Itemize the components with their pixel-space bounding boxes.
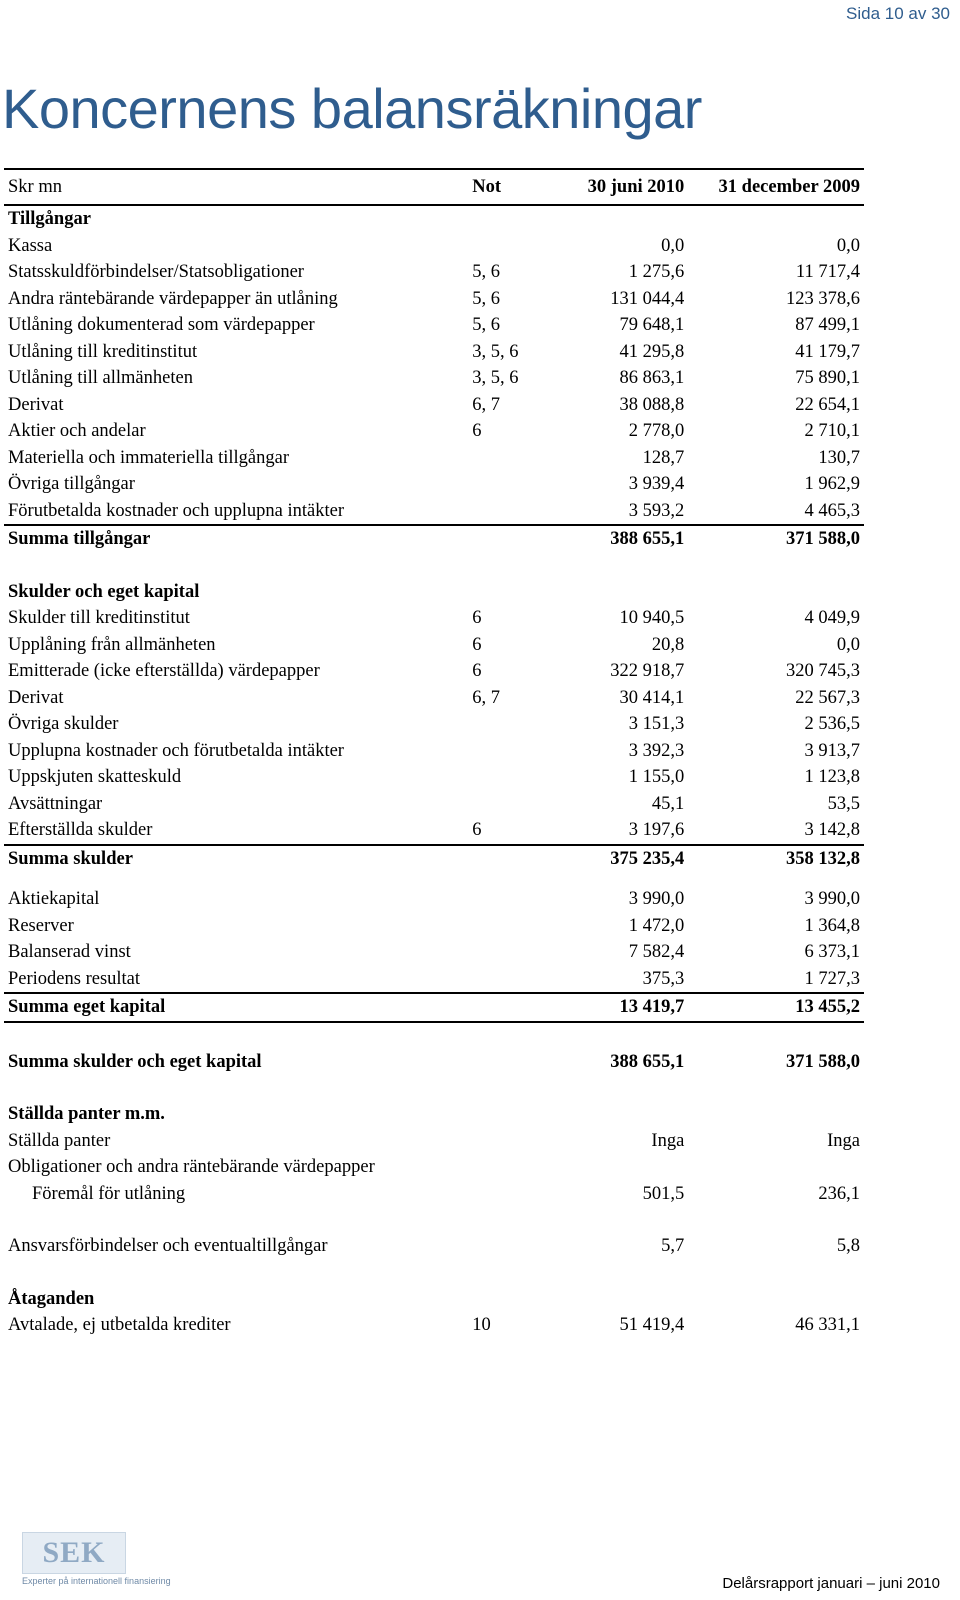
row-note	[468, 498, 551, 526]
row-note: 6	[472, 421, 482, 442]
row-value-1: 322 918,7	[610, 661, 685, 682]
row-value-1: 7 582,4	[628, 942, 685, 963]
spacer	[4, 1260, 864, 1286]
balance-sheet-table	[4, 168, 864, 1339]
row-value-1: 3 392,3	[628, 740, 685, 761]
row-label: Uppskjuten skatteskuld	[8, 767, 182, 788]
table-row	[4, 791, 864, 818]
section-title: Åtaganden	[8, 1288, 95, 1309]
table-header-row	[4, 169, 864, 205]
grand-total-value-2: 371 588,0	[786, 1051, 860, 1072]
table-row	[4, 286, 864, 313]
row-label: Förutbetalda kostnader och upplupna intäkter	[8, 500, 344, 521]
row-value-2: 0,0	[836, 634, 860, 655]
row-note	[468, 711, 551, 738]
row-label: Reserver	[8, 915, 74, 936]
row-value-1: 1 472,0	[628, 915, 685, 936]
table-row	[4, 738, 864, 765]
row-value-1: 501,5	[642, 1183, 685, 1204]
row-value-2: 236,1	[818, 1183, 860, 1204]
row-value-2: 3 913,7	[804, 740, 860, 761]
row-note: 6	[472, 661, 482, 682]
row-note	[468, 1233, 551, 1260]
row-value-1: 20,8	[651, 634, 685, 655]
row-label: Andra räntebärande värdepapper än utlåning	[8, 288, 338, 309]
row-value-1: 3 990,0	[628, 889, 685, 910]
row-label: Föremål för utlåning	[32, 1183, 186, 1204]
total-value-2: 13 455,2	[688, 993, 864, 1022]
section-title: Skulder och eget kapital	[8, 581, 200, 602]
row-value-1: 79 648,1	[619, 315, 685, 336]
row-label: Ansvarsförbindelser och eventualtillgångar	[8, 1236, 328, 1257]
row-value-2: 3 142,8	[804, 820, 860, 841]
row-note: 6	[472, 820, 482, 841]
table-row	[4, 685, 864, 712]
sek-logo-mark: SEK	[22, 1532, 126, 1574]
row-label: Aktier och andelar	[8, 421, 146, 442]
table-row	[4, 445, 864, 472]
row-note	[468, 939, 551, 966]
row-value-1: 3 593,2	[628, 500, 685, 521]
table-row	[4, 886, 864, 913]
section-heading-pledged	[4, 1101, 864, 1128]
row-label: Avsättningar	[8, 793, 103, 814]
row-label: Aktiekapital	[8, 889, 100, 910]
row-label: Obligationer och andra räntebärande värdepapper	[8, 1157, 375, 1178]
row-value-1: Inga	[651, 1130, 685, 1151]
row-note	[468, 738, 551, 765]
row-value-1: 41 295,8	[619, 341, 685, 362]
row-value-1: 5,7	[661, 1236, 685, 1257]
row-value-1: 128,7	[642, 447, 685, 468]
spacer	[4, 553, 864, 579]
row-note	[468, 445, 551, 472]
header-currency: Skr mn	[4, 169, 468, 205]
table-row	[4, 658, 864, 685]
row-value-2: 4 049,9	[804, 608, 860, 629]
section-heading-assets	[4, 205, 864, 233]
row-value-2: Inga	[827, 1130, 860, 1151]
table-row	[4, 471, 864, 498]
table-row	[4, 312, 864, 339]
row-value-1: 3 151,3	[628, 714, 685, 735]
row-note: 3, 5, 6	[472, 368, 519, 389]
total-row-assets	[4, 525, 864, 553]
row-note	[468, 1128, 551, 1155]
row-value-1: 51 419,4	[619, 1315, 685, 1336]
row-label: Derivat	[8, 394, 64, 415]
total-value-2: 371 588,0	[688, 525, 864, 553]
row-value-1: 38 088,8	[619, 394, 685, 415]
row-value-1: 1 275,6	[628, 262, 685, 283]
section-title: Tillgångar	[8, 209, 91, 230]
row-label: Upplåning från allmänheten	[8, 634, 216, 655]
table-row	[4, 966, 864, 994]
row-value-1: 131 044,4	[610, 288, 685, 309]
sek-logo	[22, 1532, 171, 1586]
row-value-1: 2 778,0	[628, 421, 685, 442]
row-value-1: 30 414,1	[619, 687, 685, 708]
row-label: Övriga tillgångar	[8, 474, 135, 495]
row-value-2: 87 499,1	[795, 315, 860, 336]
table-row	[4, 1233, 864, 1260]
row-value-2: 1 727,3	[804, 968, 860, 989]
table-row	[4, 233, 864, 260]
table-row	[4, 1154, 864, 1181]
total-note	[468, 845, 551, 873]
row-value-2: 41 179,7	[795, 341, 860, 362]
row-value-2: 0,0	[836, 235, 860, 256]
table-row	[4, 1312, 864, 1339]
table-row	[4, 939, 864, 966]
table-row	[4, 1128, 864, 1155]
section-heading-liabilities	[4, 579, 864, 606]
footer-report-title: Delårsrapport januari – juni 2010	[722, 1575, 940, 1592]
row-note: 3, 5, 6	[472, 341, 519, 362]
row-label: Statsskuldförbindelser/Statsobligationer	[8, 262, 304, 283]
row-value-1: 375,3	[642, 968, 685, 989]
grand-total-note	[468, 1049, 551, 1076]
table-row	[4, 259, 864, 286]
table-row	[4, 913, 864, 940]
row-value-2: 2 536,5	[804, 714, 860, 735]
sek-logo-tagline: Experter på internationell finansiering	[22, 1576, 171, 1586]
row-value-2: 6 373,1	[804, 942, 860, 963]
row-label: Skulder till kreditinstitut	[8, 608, 190, 629]
grand-total-label: Summa skulder och eget kapital	[8, 1051, 262, 1072]
total-label: Summa skulder	[4, 845, 468, 873]
row-label: Utlåning dokumenterad som värdepapper	[8, 315, 315, 336]
row-label: Materiella och immateriella tillgångar	[8, 447, 289, 468]
row-value-1: 0,0	[661, 235, 685, 256]
spacer	[4, 872, 864, 886]
row-value-2: 22 654,1	[795, 394, 860, 415]
row-value-2: 11 717,4	[795, 262, 860, 283]
grand-total-row	[4, 1049, 864, 1076]
row-note	[468, 471, 551, 498]
table-row	[4, 498, 864, 526]
total-label: Summa tillgångar	[4, 525, 468, 553]
row-note	[468, 886, 551, 913]
table-row	[4, 339, 864, 366]
table-row	[4, 817, 864, 845]
row-note	[468, 1181, 551, 1208]
total-note	[468, 525, 551, 553]
grand-total-value-1: 388 655,1	[610, 1051, 685, 1072]
row-note	[468, 966, 551, 994]
row-note	[468, 913, 551, 940]
row-note: 6, 7	[472, 394, 501, 415]
row-label: Avtalade, ej utbetalda krediter	[8, 1315, 231, 1336]
table-row	[4, 1181, 864, 1208]
row-label: Balanserad vinst	[8, 942, 131, 963]
total-note	[468, 993, 551, 1022]
row-note: 5, 6	[472, 315, 501, 336]
total-value-1: 375 235,4	[552, 845, 689, 873]
row-value-1: 1 155,0	[628, 767, 685, 788]
spacer	[4, 1075, 864, 1101]
row-note	[468, 233, 551, 260]
table-row	[4, 605, 864, 632]
row-label: Övriga skulder	[8, 714, 119, 735]
row-value-2: 3 990,0	[804, 889, 860, 910]
header-period-2: 31 december 2009	[688, 169, 864, 205]
row-value-2: 1 962,9	[804, 474, 860, 495]
table-row	[4, 365, 864, 392]
total-value-1: 13 419,7	[552, 993, 689, 1022]
row-label: Periodens resultat	[8, 968, 141, 989]
total-label: Summa eget kapital	[4, 993, 468, 1022]
row-value-2: 53,5	[827, 793, 860, 814]
row-value-2: 5,8	[836, 1236, 860, 1257]
row-label: Upplupna kostnader och förutbetalda intäkter	[8, 740, 344, 761]
header-note: Not	[468, 169, 551, 205]
total-value-2: 358 132,8	[688, 845, 864, 873]
row-value-1: 10 940,5	[619, 608, 685, 629]
row-label: Utlåning till allmänheten	[8, 368, 193, 389]
row-note: 5, 6	[472, 288, 501, 309]
row-note	[468, 764, 551, 791]
page-title: Koncernens balansräkningar	[2, 77, 702, 140]
row-value-1: 3 939,4	[628, 474, 685, 495]
table-row	[4, 711, 864, 738]
row-value-2: 130,7	[818, 447, 860, 468]
row-value-2: 2 710,1	[804, 421, 860, 442]
row-value-2: 46 331,1	[795, 1315, 860, 1336]
row-label: Ställda panter	[8, 1130, 111, 1151]
row-value-2: 123 378,6	[786, 288, 860, 309]
section-heading-commitments	[4, 1286, 864, 1313]
row-note: 5, 6	[472, 262, 501, 283]
row-label: Utlåning till kreditinstitut	[8, 341, 198, 362]
table-row	[4, 764, 864, 791]
total-value-1: 388 655,1	[552, 525, 689, 553]
row-value-2: 75 890,1	[795, 368, 860, 389]
row-label: Efterställda skulder	[8, 820, 153, 841]
row-note	[468, 791, 551, 818]
row-value-1: 3 197,6	[628, 820, 685, 841]
total-row-equity	[4, 993, 864, 1022]
page-number: Sida 10 av 30	[846, 4, 950, 23]
row-label: Kassa	[8, 235, 53, 256]
row-note: 6	[472, 634, 482, 655]
row-value-2: 1 364,8	[804, 915, 860, 936]
row-note: 10	[472, 1315, 491, 1336]
total-row-liabilities	[4, 845, 864, 873]
header-period-1: 30 juni 2010	[552, 169, 689, 205]
table-row	[4, 418, 864, 445]
spacer	[4, 1207, 864, 1233]
row-value-1: 45,1	[651, 793, 685, 814]
row-value-2: 4 465,3	[804, 500, 860, 521]
row-value-2: 1 123,8	[804, 767, 860, 788]
spacer	[4, 1022, 864, 1049]
table-row	[4, 632, 864, 659]
row-label: Derivat	[8, 687, 64, 708]
row-value-1: 86 863,1	[619, 368, 685, 389]
table-row	[4, 392, 864, 419]
row-note: 6	[472, 608, 482, 629]
row-note: 6, 7	[472, 687, 501, 708]
section-title: Ställda panter m.m.	[8, 1104, 165, 1125]
row-value-2: 320 745,3	[786, 661, 860, 682]
row-label: Emitterade (icke efterställda) värdepapper	[8, 661, 320, 682]
row-value-2: 22 567,3	[795, 687, 860, 708]
